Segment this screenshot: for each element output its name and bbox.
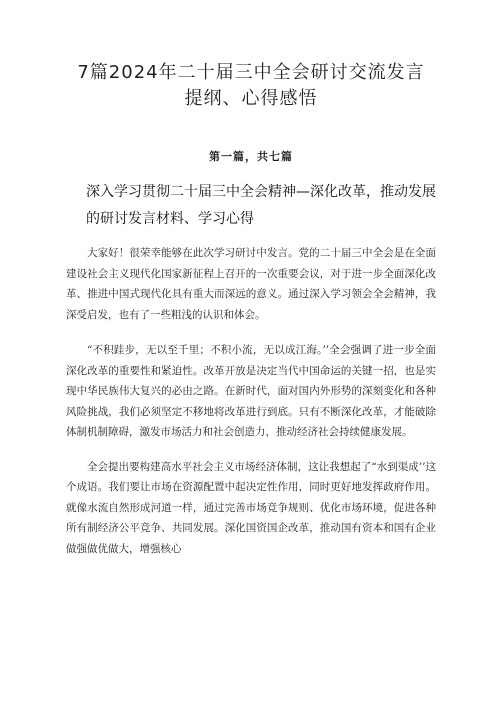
document-title [66, 0, 436, 112]
section-label: 第一篇，共七篇 [209, 150, 293, 163]
document-title-line-2: 提纲、心得感悟 [184, 88, 318, 109]
article-title: 深入学习贯彻二十届三中全会精神—深化改革，推动发展的研讨发言材料、学习心得 [86, 184, 436, 227]
document-title-line-1: 7篇2024年二十届三中全会研讨交流发言 [77, 62, 425, 83]
paragraph-3: 全会提出要构建高水平社会主义市场经济体制，这让我想起了“水到渠成’’这个成语。我们要让市场在资源配置中起决定性作用，同时更好地发挥政府作用。就像水流自然形成河道一样，通过完善市场竞争规则、优化市场环境，促进各种所有制经济公平竞争、共同发展。深化国资国企改革，推动国有资本和国有企业做强做优做大，增强核心 [66, 460, 436, 555]
paragraph-1: 大家好！很荣幸能够在此次学习研讨中发言。党的二十届三中全会是在全面建设社会主义现代化国家新征程上召开的一次重要会议，对于进一步全面深化改革、推进中国式现代化具有重大而深远的意义。通过深入学习领会全会精神，我深受启发，也有了一些粗浅的认识和体会。 [66, 247, 436, 321]
paragraph-2: “不积跬步，无以至千里；不积小流，无以成江海。’’全会强调了进一步全面深化改革的重要性和紧迫性。改革开放是决定当代中国命运的关键一招，也是实现中华民族伟大复兴的必由之路。在新时代，面对国内外形势的深刻变化和各种风险挑战，我们必须坚定不移地将改革进行到底。只有不断深化改革，才能破除体制机制障碍，激发市场活力和社会创造力，推动经济社会持续健康发展。 [66, 344, 436, 438]
